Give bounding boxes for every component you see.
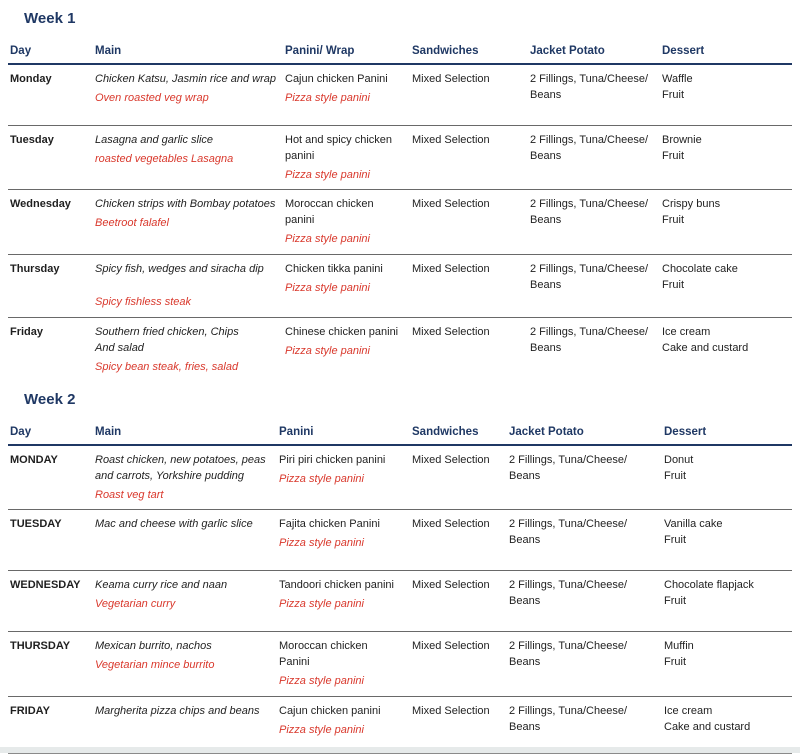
menu-item-text: Beans	[509, 595, 541, 608]
week1-section	[8, 0, 792, 382]
menu-item-text: Mixed Selection	[412, 453, 490, 466]
menu-item-text: 2 Fillings, Tuna/Cheese/	[509, 453, 628, 466]
menu-item-text: Donut	[664, 453, 694, 466]
dessert-cell	[660, 262, 790, 311]
column-header-sandwiches: Sandwiches	[412, 45, 479, 57]
menu-item-text: Beans	[530, 88, 562, 101]
day-label: WEDNESDAY	[10, 579, 81, 592]
main-cell	[93, 262, 283, 311]
column-header-jacket-potato: Jacket Potato	[530, 45, 605, 57]
column-header-day: Day	[10, 45, 32, 57]
day-label: Tuesday	[10, 133, 54, 146]
menu-item-text: Vanilla cake	[664, 518, 723, 531]
menu-item-text: Beans	[530, 342, 562, 355]
jacket-cell	[507, 453, 662, 504]
menu-item-text: Beans	[530, 214, 562, 227]
menu-item-text: Mixed Selection	[412, 263, 490, 276]
main-cell	[93, 517, 277, 564]
vegetarian-option-text: Pizza style panini	[285, 233, 370, 246]
column-header-day: Day	[10, 425, 32, 438]
sandwiches-cell	[410, 639, 507, 690]
dessert-cell	[660, 133, 790, 184]
panini-cell	[283, 133, 410, 184]
menu-item-text: Mac and cheese with garlic slice	[95, 518, 253, 531]
menu-item-text: Fruit	[664, 595, 686, 608]
menu-item-text: 2 Fillings, Tuna/Cheese/	[530, 72, 649, 85]
menu-item-text: Piri piri chicken panini	[279, 453, 386, 466]
main-cell	[93, 639, 277, 690]
menu-item-text: Beans	[530, 149, 562, 162]
menu-item-text: Ice cream	[664, 705, 713, 718]
column-header-main: Main	[95, 425, 122, 438]
panini-cell	[277, 704, 410, 746]
column-header-sandwiches: Sandwiches	[412, 425, 479, 438]
week2-header-row	[8, 424, 792, 446]
menu-item-text: Fruit	[662, 88, 684, 101]
column-header-panini: Panini	[279, 425, 314, 438]
menu-item-text: Beans	[509, 534, 541, 547]
menu-row-wednesday	[8, 571, 792, 632]
menu-row-thursday	[8, 255, 792, 318]
vegetarian-option-text: Vegetarian mince burrito	[95, 659, 215, 672]
jacket-cell	[528, 325, 660, 376]
dessert-cell	[660, 197, 790, 248]
dessert-cell	[662, 639, 790, 690]
day-label: Wednesday	[10, 198, 71, 211]
menu-item-text: 2 Fillings, Tuna/Cheese/	[509, 579, 628, 592]
day-label: Thursday	[10, 263, 60, 276]
menu-item-text: 2 Fillings, Tuna/Cheese/	[530, 198, 649, 211]
menu-item-text: Panini	[279, 656, 310, 669]
vegetarian-option-text: Pizza style panini	[285, 91, 370, 104]
menu-item-text: 2 Fillings, Tuna/Cheese/	[509, 640, 628, 653]
jacket-cell	[528, 72, 660, 119]
menu-item-text: Beans	[509, 469, 541, 482]
menu-item-text: Spicy fish, wedges and siracha dip	[95, 263, 264, 276]
main-cell	[93, 197, 283, 248]
column-header-panini-wrap: Panini/ Wrap	[285, 45, 355, 57]
vegetarian-option-text: Oven roasted veg wrap	[95, 91, 209, 104]
jacket-cell	[507, 517, 662, 564]
menu-row-monday	[8, 65, 792, 126]
menu-item-text: Ice cream	[662, 326, 711, 339]
day-label: Friday	[10, 326, 44, 339]
menu-item-text: Chocolate cake	[662, 263, 738, 276]
week1-rows	[8, 65, 792, 382]
main-cell	[93, 453, 277, 504]
menu-item-text: Cake and custard	[664, 721, 751, 734]
sandwiches-cell	[410, 453, 507, 504]
menu-item-text: Hot and spicy chicken panini	[285, 133, 392, 162]
menu-row-tuesday	[8, 126, 792, 191]
vegetarian-option-text: Pizza style panini	[279, 537, 364, 550]
menu-item-text: Beans	[530, 279, 562, 292]
menu-item-text: Fruit	[662, 279, 684, 292]
main-cell	[93, 72, 283, 119]
week2-title: Week 2	[24, 390, 76, 408]
vegetarian-option-text: Spicy bean steak, fries, salad	[95, 361, 239, 374]
menu-item-text: Mixed Selection	[412, 133, 490, 146]
menu-item-text: Chinese chicken panini	[285, 326, 399, 339]
menu-item-text: Margherita pizza chips and beans	[95, 705, 260, 718]
panini-cell	[277, 517, 410, 564]
sandwiches-cell	[410, 578, 507, 625]
jacket-cell	[507, 639, 662, 690]
vegetarian-option-text: Pizza style panini	[279, 724, 364, 737]
menu-item-text: Southern fried chicken, Chips	[95, 326, 239, 339]
main-cell	[93, 325, 283, 376]
menu-item-text: Roast chicken, new potatoes, peas and carrots, Yorkshire pudding	[95, 453, 266, 482]
menu-item-text: And salad	[95, 342, 144, 355]
menu-row-friday	[8, 697, 792, 754]
menu-item-text: Fruit	[662, 149, 684, 162]
menu-item-text: Fruit	[664, 656, 686, 669]
menu-item-text: Chicken Katsu, Jasmin rice and wrap	[95, 72, 276, 85]
page-bottom-edge	[0, 747, 800, 753]
vegetarian-option-text: Roast veg tart	[95, 488, 164, 501]
menu-item-text: Mixed Selection	[412, 579, 490, 592]
jacket-cell	[528, 262, 660, 311]
menu-row-monday	[8, 446, 792, 511]
week2-section	[8, 382, 792, 754]
menu-item-text: Chicken strips with Bombay potatoes	[95, 198, 276, 211]
main-cell	[93, 578, 277, 625]
vegetarian-option-text: Pizza style panini	[279, 598, 364, 611]
menu-item-text: Beans	[509, 656, 541, 669]
menu-row-tuesday	[8, 510, 792, 571]
menu-item-text: Fruit	[664, 534, 686, 547]
menu-item-text: Cake and custard	[662, 342, 749, 355]
menu-item-text: Crispy buns	[662, 198, 721, 211]
jacket-cell	[528, 133, 660, 184]
menu-item-text: Muffin	[664, 640, 694, 653]
day-label: TUESDAY	[10, 518, 62, 531]
menu-item-text: 2 Fillings, Tuna/Cheese/	[530, 263, 649, 276]
menu-item-text: Cajun chicken Panini	[285, 72, 388, 85]
vegetarian-option-text: roasted vegetables Lasagna	[95, 152, 234, 165]
menu-item-text: 2 Fillings, Tuna/Cheese/	[530, 133, 649, 146]
menu-item-text: Mixed Selection	[412, 518, 490, 531]
week2-rows	[8, 446, 792, 754]
menu-item-text: 2 Fillings, Tuna/Cheese/	[509, 705, 628, 718]
panini-cell	[277, 639, 410, 690]
menu-item-text: Fruit	[664, 469, 686, 482]
menu-item-text: Chocolate flapjack	[664, 579, 754, 592]
jacket-cell	[528, 197, 660, 248]
menu-item-text: Moroccan chicken panini	[285, 198, 374, 227]
menu-item-text: 2 Fillings, Tuna/Cheese/	[530, 326, 649, 339]
main-cell	[93, 704, 277, 746]
column-header-jacket-potato: Jacket Potato	[509, 425, 584, 438]
menu-item-text: Moroccan chicken	[279, 640, 368, 653]
panini-cell	[283, 325, 410, 376]
menu-item-text: Cajun chicken panini	[279, 705, 381, 718]
menu-item-text: Mixed Selection	[412, 640, 490, 653]
menu-item-text: Mixed Selection	[412, 326, 490, 339]
vegetarian-option-text: Vegetarian curry	[95, 598, 176, 611]
jacket-cell	[507, 704, 662, 746]
menu-item-text: Keama curry rice and naan	[95, 579, 228, 592]
sandwiches-cell	[410, 704, 507, 746]
column-header-dessert: Dessert	[664, 425, 707, 438]
dessert-cell	[662, 453, 790, 504]
menu-item-text: 2 Fillings, Tuna/Cheese/	[509, 518, 628, 531]
vegetarian-option-text: Pizza style panini	[285, 168, 370, 181]
menu-item-text: Fruit	[662, 214, 684, 227]
main-cell	[93, 133, 283, 184]
menu-item-text: Waffle	[662, 72, 693, 85]
sandwiches-cell	[410, 517, 507, 564]
menu-item-text: Brownie	[662, 133, 702, 146]
dessert-cell	[660, 325, 790, 376]
sandwiches-cell	[410, 197, 528, 248]
panini-cell	[277, 578, 410, 625]
menu-item-text: Mixed Selection	[412, 198, 490, 211]
menu-item-text: Mixed Selection	[412, 72, 490, 85]
panini-cell	[277, 453, 410, 504]
menu-row-thursday	[8, 632, 792, 697]
sandwiches-cell	[410, 133, 528, 184]
menu-item-text: Beans	[509, 721, 541, 734]
menu-row-wednesday	[8, 190, 792, 255]
dessert-cell	[662, 704, 790, 746]
menu-row-friday	[8, 318, 792, 382]
panini-cell	[283, 72, 410, 119]
menu-item-text: Fajita chicken Panini	[279, 518, 380, 531]
day-label: MONDAY	[10, 453, 58, 466]
vegetarian-option-text: Pizza style panini	[285, 282, 370, 295]
menu-item-text: Mixed Selection	[412, 705, 490, 718]
vegetarian-option-text: Spicy fishless steak	[95, 296, 191, 309]
sandwiches-cell	[410, 72, 528, 119]
column-header-dessert: Dessert	[662, 45, 705, 57]
day-label: Monday	[10, 72, 52, 85]
panini-cell	[283, 197, 410, 248]
vegetarian-option-text: Pizza style panini	[279, 472, 364, 485]
menu-item-text: Mexican burrito, nachos	[95, 640, 212, 653]
menu-item-text: Tandoori chicken panini	[279, 579, 394, 592]
dessert-cell	[660, 72, 790, 119]
week1-title: Week 1	[24, 10, 76, 27]
panini-cell	[283, 262, 410, 311]
dessert-cell	[662, 578, 790, 625]
menu-item-text: Lasagna and garlic slice	[95, 133, 214, 146]
sandwiches-cell	[410, 262, 528, 311]
week1-header-row	[8, 43, 792, 65]
sandwiches-cell	[410, 325, 528, 376]
menu-item-text: Chicken tikka panini	[285, 263, 383, 276]
day-label: THURSDAY	[10, 640, 71, 653]
vegetarian-option-text: Pizza style panini	[285, 345, 370, 358]
vegetarian-option-text: Pizza style panini	[279, 675, 364, 688]
day-label: FRIDAY	[10, 705, 50, 718]
dessert-cell	[662, 517, 790, 564]
jacket-cell	[507, 578, 662, 625]
vegetarian-option-text: Beetroot falafel	[95, 217, 169, 230]
column-header-main: Main	[95, 45, 122, 57]
